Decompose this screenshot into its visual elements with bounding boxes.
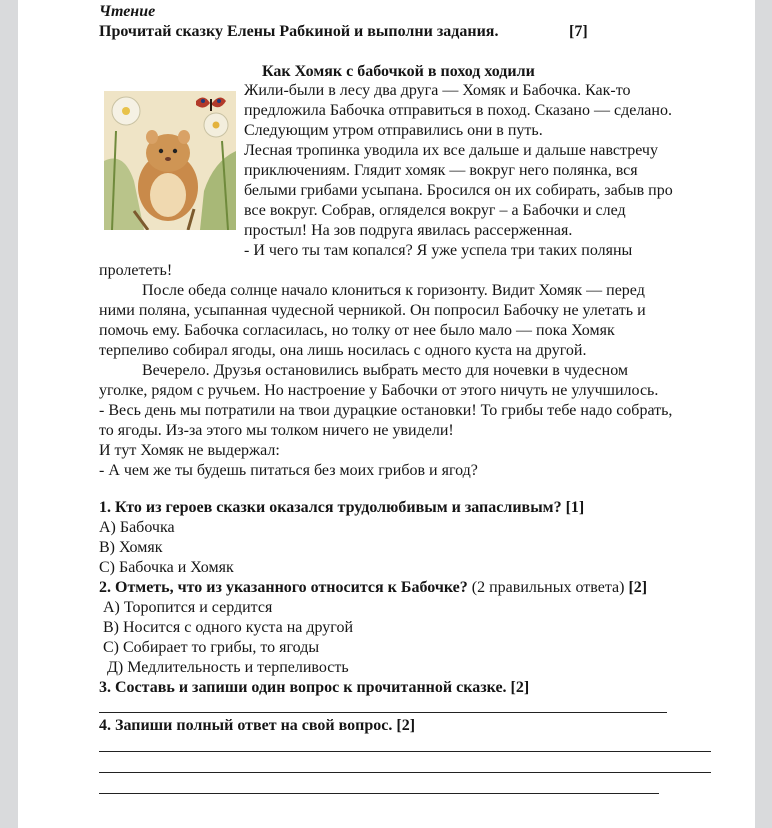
story-line: - А чем же ты будешь питаться без моих грибов и ягод? — [99, 462, 478, 479]
story-line: уголке, рядом с ручьем. Но настроение у Бабочки от этого ничуть не улучшилось. — [99, 382, 659, 399]
answer-line-q3[interactable] — [99, 712, 667, 713]
q1-option-b: B) Хомяк — [99, 539, 163, 556]
story-line: помочь ему. Бабочка согласилась, но толку от нее было мало — пока Хомяк — [99, 322, 615, 339]
question-1: 1. Кто из героев сказки оказался трудолюбивым и запасливым? [1] — [99, 499, 585, 516]
answer-line-q4-3[interactable] — [99, 793, 659, 794]
story-line: терпеливо собирал ягоды, она лишь носилась с одного куста на другой. — [99, 342, 587, 359]
story-line: Жили-были в лесу два друга — Хомяк и Бабочка. Как-то — [244, 82, 631, 99]
question-2-note: (2 правильных ответа) — [471, 579, 625, 596]
worksheet-page — [18, 0, 755, 828]
question-2-points: [2] — [628, 579, 648, 596]
story-line: предложила Бабочка отправиться в поход. Сказано — сделано. — [244, 102, 672, 119]
question-2 — [99, 578, 647, 598]
story-line: приключениям. Глядит хомяк — вокруг него полянка, вся — [244, 162, 638, 179]
story-line: После обеда солнце начало клониться к горизонту. Видит Хомяк — перед — [142, 282, 645, 299]
total-points: [7] — [569, 23, 588, 40]
answer-line-q4-1[interactable] — [99, 751, 711, 752]
q2-option-b: B) Носится с одного куста на другой — [103, 619, 354, 636]
story-line: белыми грибами усыпана. Бросился он их собирать, забыв про — [244, 182, 673, 199]
story-line: И тут Хомяк не выдержал: — [99, 442, 280, 459]
story-line: Следующим утром отправились они в путь. — [244, 122, 543, 139]
question-4: 4. Запиши полный ответ на свой вопрос. [2] — [99, 717, 416, 734]
story-line: ними поляна, усыпанная чудесной черникой. Он попросил Бабочку не улетать и — [99, 302, 646, 319]
story-line: - И чего ты там копался? Я уже успела три таких поляны — [244, 242, 633, 259]
story-line: Лесная тропинка уводила их все дальше и дальше навстречу — [244, 142, 658, 159]
story-line: все вокруг. Собрав, огляделся вокруг – а Бабочки и след — [244, 202, 626, 219]
q2-option-c: C) Собирает то грибы, то ягоды — [103, 639, 320, 656]
story-line: Вечерело. Друзья остановились выбрать место для ночевки в чудесном — [142, 362, 629, 379]
story-line: - Весь день мы потратили на твои дурацкие остановки! То грибы тебе надо собрать, — [99, 402, 673, 419]
q2-option-a: A) Торопится и сердится — [103, 599, 273, 616]
q1-option-a: A) Бабочка — [99, 519, 175, 536]
question-3: 3. Составь и запиши один вопрос к прочитанной сказке. [2] — [99, 679, 530, 696]
story-title: Как Хомяк с бабочкой в поход ходили — [262, 63, 535, 80]
story-line: то ягоды. Из-за этого мы толком ничего не увидели! — [99, 422, 454, 439]
story-line: пролететь! — [99, 262, 173, 279]
question-2-text: 2. Отметь, что из указанного относится к Бабочке? — [99, 579, 468, 596]
section-label: Чтение — [99, 3, 156, 20]
instruction: Прочитай сказку Елены Рабкиной и выполни задания. — [99, 23, 499, 40]
answer-line-q4-2[interactable] — [99, 772, 711, 773]
q1-option-c: C) Бабочка и Хомяк — [99, 559, 234, 576]
illustration-hamster-butterfly — [104, 91, 236, 230]
q2-option-d: Д) Медлительность и терпеливость — [107, 659, 349, 676]
story-line: простыл! На зов подруга явилась рассерженная. — [244, 222, 573, 239]
